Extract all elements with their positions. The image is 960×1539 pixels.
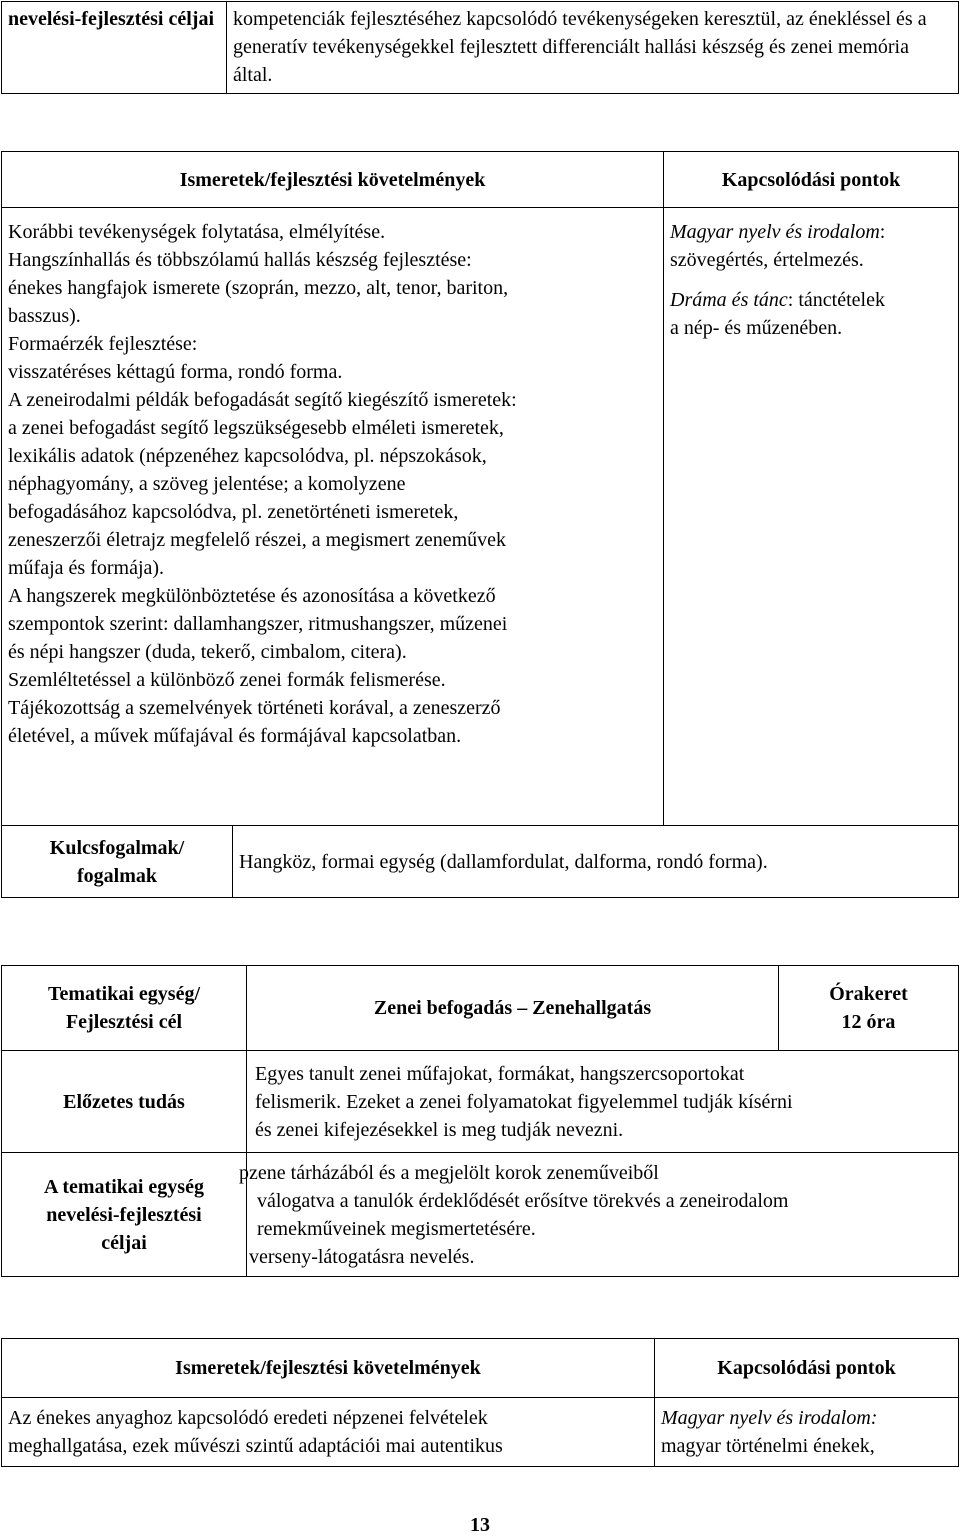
goals-text-cell — [227, 2, 959, 94]
unit-goals-label: A tematikai egység — [44, 1175, 204, 1198]
requirement-line: Az énekes anyaghoz kapcsolódó eredeti népzenei felvételek — [8, 1407, 488, 1429]
key-concepts-label — [2, 826, 233, 898]
requirement-line: a zenei befogadást segítő legszükségesebb elméleti ismeretek, — [8, 417, 504, 439]
unit-goals-line: válogatva a tanulók érdeklődését erősítve törekvés a zeneirodalom — [257, 1189, 789, 1212]
requirement-line: visszatéréses kéttagú forma, rondó forma. — [8, 361, 343, 383]
requirement-line: néphagyomány, a szöveg jelentése; a komolyzene — [8, 473, 406, 495]
unit-label: Tematikai egység/ — [47, 983, 201, 1005]
prior-knowledge-label: Előzetes tudás — [63, 1090, 185, 1113]
unit-header-table — [1, 965, 959, 1277]
unit-goals-label: nevelési-fejlesztési — [46, 1203, 202, 1226]
connections-header-2 — [655, 1339, 959, 1398]
connection-subject: Magyar nyelv és irodalom: — [661, 1407, 878, 1429]
hours-value: 12 óra — [841, 1011, 896, 1033]
key-concepts-label-line: fogalmak — [77, 864, 157, 887]
goals-label: nevelési-fejlesztési céljai — [8, 8, 215, 30]
requirements-header-2 — [2, 1339, 655, 1398]
connection-item — [670, 218, 952, 246]
connection-text: magyar történelmi énekek, — [661, 1435, 875, 1457]
requirement-line: lexikális adatok (népzenéhez kapcsolódva, pl. népszokások, — [8, 445, 487, 467]
requirement-line: meghallgatása, ezek művészi szintű adaptációi mai autentikus — [8, 1435, 503, 1457]
unit-goals-label-cell — [2, 1153, 247, 1277]
unit-label-cell — [2, 966, 247, 1051]
connections-header-text: Kapcsolódási pontok — [721, 168, 901, 191]
goals-label-cell — [2, 2, 227, 94]
requirements-body — [2, 208, 664, 826]
requirement-line: befogadásához kapcsolódva, pl. zenetörténeti ismeretek, — [8, 501, 459, 523]
requirement-line: énekes hangfajok ismerete (szoprán, mezzo, alt, tenor, bariton, — [8, 277, 509, 299]
connection-item — [670, 286, 952, 314]
requirements-header-text: Ismeretek/fejlesztési követelmények — [179, 168, 486, 191]
connections-header — [664, 152, 959, 208]
connections-header-2-text: Kapcsolódási pontok — [717, 1357, 896, 1379]
prior-knowledge-label-cell — [2, 1051, 247, 1153]
requirement-line: Formaérzék fejlesztése: — [8, 333, 198, 355]
goals-text: kompetenciák fejlesztéséhez kapcsolódó tevékenységeken keresztül, az énekléssel és a generatív tevékenységekkel fejlesztett differenciált hallási készség és zenei memória által. — [233, 8, 927, 86]
unit-goals-label: céljai — [101, 1231, 147, 1254]
requirement-line: műfaja és formája). — [8, 557, 165, 579]
connection-text: a nép- és műzenében. — [670, 317, 843, 339]
goals-continuation-table — [1, 1, 959, 94]
prior-knowledge-line: felismerik. Ezeket a zenei folyamatokat figyelemmel tudják kísérni — [255, 1090, 793, 1113]
requirement-line: Tájékozottság a szemelvények történeti korával, a zeneszerző — [8, 697, 501, 719]
key-concepts-text: Hangköz, formai egység (dallamfordulat, dalforma, rondó forma). — [239, 850, 768, 873]
hours-label: Órakeret — [829, 983, 908, 1005]
requirement-line: Szemléltetéssel a különböző zenei formák felismerése. — [8, 669, 446, 691]
unit-title-cell — [247, 966, 779, 1051]
requirement-line: A zeneirodalmi példák befogadását segítő kiegészítő ismeretek: — [8, 389, 517, 411]
unit-goals-line: remekműveinek megismertetésére. — [257, 1217, 536, 1240]
requirement-line: A hangszerek megkülönböztetése és azonosítása a következő — [8, 585, 496, 607]
prior-knowledge-line: Egyes tanult zenei műfajokat, formákat, hangszercsoportokat — [255, 1062, 745, 1085]
unit-goals-line: pzene tárházából és a megjelölt korok zeneműveiből — [239, 1161, 659, 1184]
requirement-line: zeneszerzői életrajz megfelelő részei, a megismert zeneművek — [8, 529, 507, 551]
requirement-line: és népi hangszer (duda, tekerő, cimbalom, citera). — [8, 641, 407, 663]
prior-knowledge-line: és zenei kifejezésekkel is meg tudják nevezni. — [255, 1118, 624, 1141]
requirement-line: Korábbi tevékenységek folytatása, elmélyítése. — [8, 221, 386, 243]
hours-cell — [779, 966, 959, 1051]
requirements-header — [2, 152, 664, 208]
connection-text: : tánctételek — [787, 289, 885, 311]
requirement-line: basszus). — [8, 305, 81, 327]
connections-body — [664, 208, 959, 826]
requirement-line: szempontok szerint: dallamhangszer, ritmushangszer, műzenei — [8, 613, 508, 635]
connection-text: szövegértés, értelmezés. — [670, 249, 864, 271]
unit-label: Fejlesztési cél — [65, 1011, 183, 1033]
requirement-line: Hangszínhallás és többszólamú hallás készség fejlesztése: — [8, 249, 472, 271]
connection-text: : — [879, 221, 886, 243]
page-number: 13 — [470, 1514, 490, 1536]
key-concepts-label-line: Kulcsfogalmak/ — [49, 836, 185, 859]
connections-body-2 — [655, 1398, 959, 1467]
prior-knowledge-cell — [247, 1051, 959, 1153]
connection-subject: Magyar nyelv és irodalom — [670, 221, 880, 243]
requirements-header-2-text: Ismeretek/fejlesztési követelmények — [175, 1357, 481, 1379]
requirement-line: életével, a művek műfajával és formájával kapcsolatban. — [8, 725, 462, 747]
requirements-table — [1, 151, 959, 898]
key-concepts-text-cell — [233, 826, 959, 898]
requirements-table-2 — [1, 1338, 959, 1467]
connection-subject: Dráma és tánc — [670, 289, 788, 311]
unit-title: Zenei befogadás – Zenehallgatás — [373, 997, 652, 1019]
unit-goals-line: verseny-látogatásra nevelés. — [249, 1245, 475, 1268]
unit-goals-cell — [239, 1153, 959, 1277]
requirements-body-2 — [2, 1398, 655, 1467]
